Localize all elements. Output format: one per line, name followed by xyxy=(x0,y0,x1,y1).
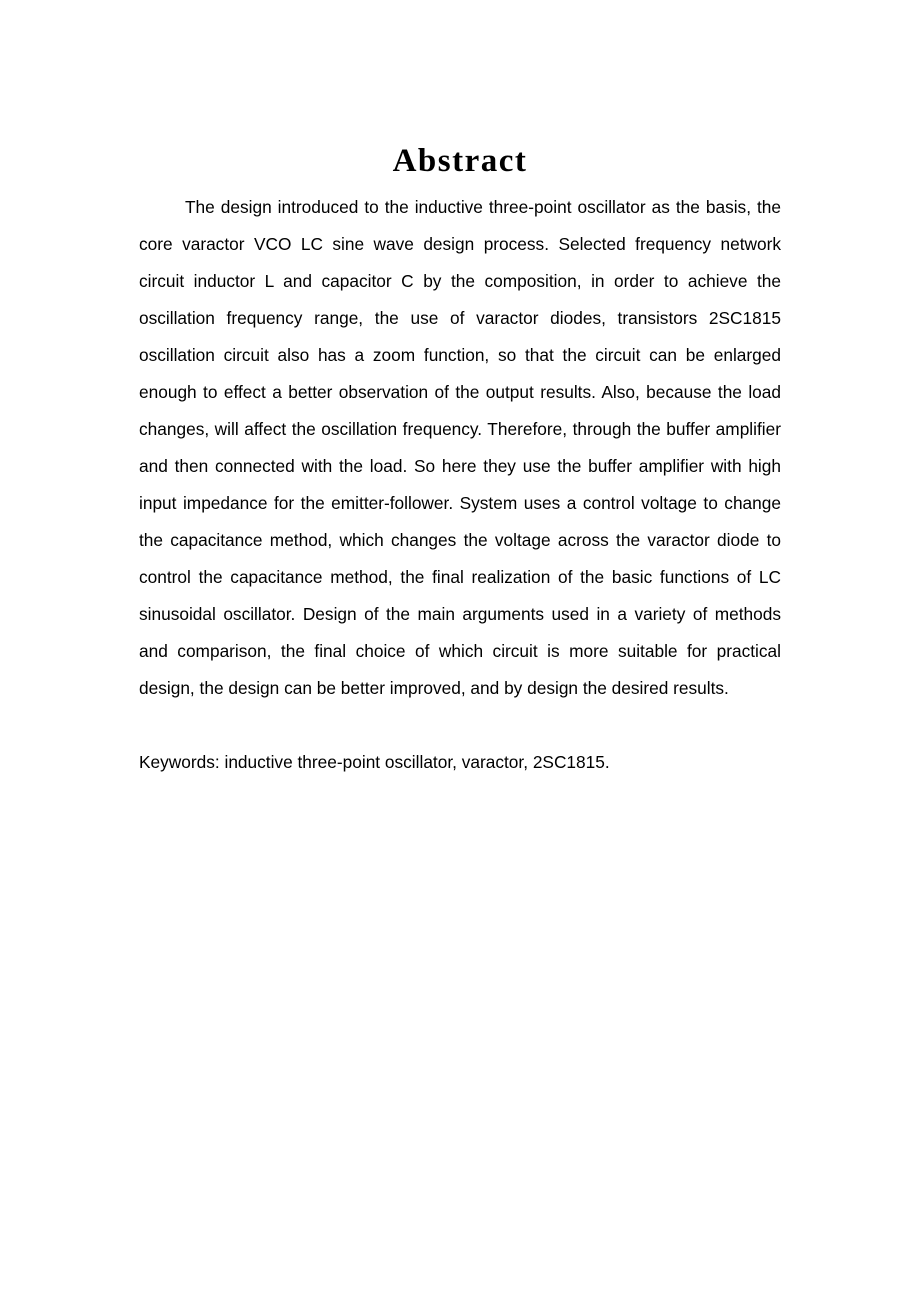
keywords-line: Keywords: inductive three-point oscillator, varactor, 2SC1815. xyxy=(139,752,610,772)
abstract-title: Abstract xyxy=(392,143,528,179)
abstract-body-paragraph: The design introduced to the inductive three-point oscillator as the basis, the core varactor VCO LC sine wave design process. Selected frequency network circuit inductor L and capacitor C by the composition, in order to achieve the oscillation frequency range, the use of varactor diodes, transistors 2SC1815 oscillation circuit also has a zoom function, so that the circuit can be enlarged enough to effect a better observation of the output results. Also, because the load changes, will affect the oscillation frequency. Therefore, through the buffer amplifier and then connected with the load. So here they use the buffer amplifier with high input impedance for the emitter-follower. System uses a control voltage to change the capacitance method, which changes the voltage across the varactor diode to control the capacitance method, the final realization of the basic functions of LC sinusoidal oscillator. Design of the main arguments used in a variety of methods and comparison, the final choice of which circuit is more suitable for practical design, the design can be better improved, and by design the desired results. xyxy=(139,197,781,698)
